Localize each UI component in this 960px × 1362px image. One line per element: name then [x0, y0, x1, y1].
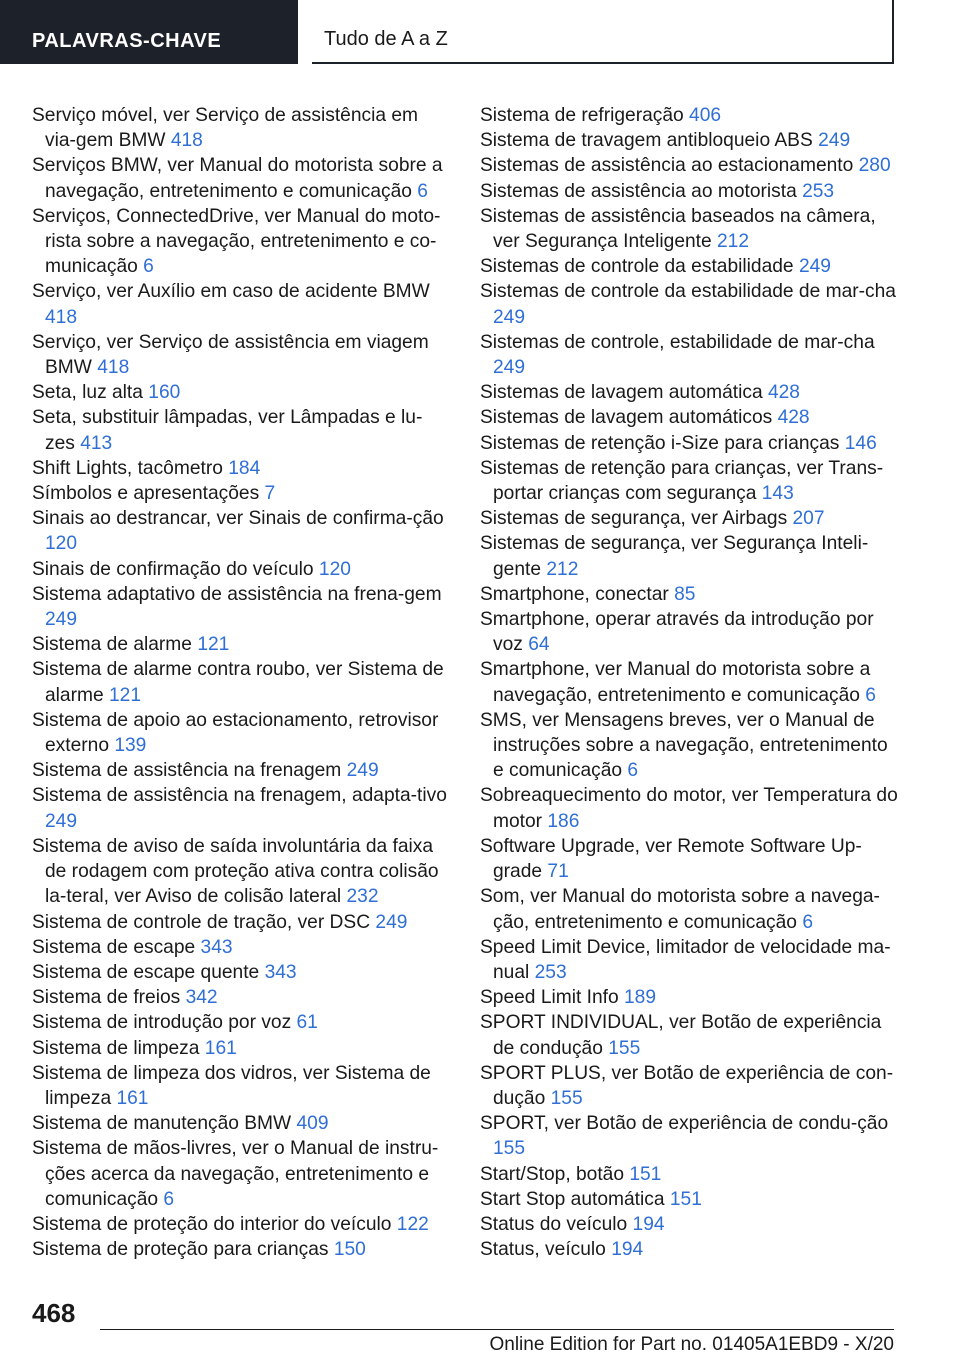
page-link[interactable]: 121 — [197, 634, 230, 656]
index-term: Speed Limit Device, limitador de velocidade ma-nual — [480, 936, 891, 983]
page-link[interactable]: 413 — [80, 432, 113, 454]
index-term: Sistema de freios — [32, 987, 181, 1009]
index-term: Sistemas de retenção para crianças, ver Trans-portar crianças com segurança — [480, 457, 884, 505]
index-term: SPORT INDIVIDUAL, ver Botão de experiência de condução — [480, 1012, 882, 1059]
page-link[interactable]: 155 — [608, 1037, 641, 1059]
page-link[interactable]: 6 — [143, 256, 154, 278]
index-entry — [480, 431, 900, 456]
index-term: Smartphone, ver Manual do motorista sobre a navegação, entretenimento e comunicação — [480, 659, 871, 706]
index-term: Status, veículo — [480, 1239, 606, 1261]
index-entry — [32, 935, 452, 960]
page-link[interactable]: 6 — [417, 180, 428, 202]
page-link[interactable]: 161 — [204, 1037, 237, 1059]
index-term: Sistema de alarme — [32, 634, 192, 656]
page-link[interactable]: 418 — [45, 306, 78, 328]
index-entry — [32, 456, 452, 481]
footer-edition: Online Edition for Part no. 01405A1EBD9 - X/20 — [489, 1334, 894, 1355]
index-entry — [480, 1010, 900, 1060]
page-link[interactable]: 280 — [858, 155, 891, 177]
index-term: Sistema de limpeza — [32, 1037, 200, 1059]
index-entry — [32, 557, 452, 582]
page-link[interactable]: 406 — [689, 105, 722, 126]
index-entry — [480, 279, 900, 329]
page-number: 468 — [32, 1298, 76, 1328]
page-link[interactable]: 189 — [624, 987, 657, 1009]
page-link[interactable]: 151 — [629, 1163, 662, 1185]
index-term: Sistema de assistência na frenagem, adapta-tivo — [32, 785, 447, 807]
index-term: Sinais de confirmação do veículo — [32, 558, 314, 580]
index-entry — [480, 1061, 900, 1111]
index-term: Sistemas de lavagem automática — [480, 382, 763, 404]
page-link[interactable]: 409 — [296, 1113, 329, 1135]
index-term: Símbolos e apresentações — [32, 483, 260, 505]
page-link[interactable]: 212 — [717, 231, 750, 253]
page-link[interactable]: 120 — [318, 558, 351, 580]
page-link[interactable]: 6 — [802, 911, 813, 933]
index-term: Speed Limit Info — [480, 987, 619, 1009]
index-term: Seta, substituir lâmpadas, ver Lâmpadas e lu-zes — [32, 407, 423, 454]
index-entry — [32, 153, 452, 203]
page-link[interactable]: 143 — [761, 483, 794, 505]
index-term: Sistemas de retenção i-Size para crianças — [480, 432, 840, 454]
page-link[interactable]: 342 — [185, 987, 218, 1009]
index-entry — [480, 204, 900, 254]
index-entry — [32, 380, 452, 405]
index-entry — [480, 657, 900, 707]
index-term: Sistema de introdução por voz — [32, 1012, 292, 1034]
page-link[interactable]: 249 — [45, 810, 78, 832]
index-term: Shift Lights, tacômetro — [32, 457, 223, 479]
page-link[interactable]: 61 — [296, 1012, 318, 1034]
index-term: Sistemas de lavagem automáticos — [480, 407, 773, 429]
page-link[interactable]: 249 — [493, 357, 526, 379]
index-term: Sistema de mãos-livres, ver o Manual de instru-ções acerca da navegação, entretenimento e comunicação — [32, 1138, 439, 1210]
page-link[interactable]: 249 — [346, 760, 379, 782]
index-entry — [480, 1237, 900, 1262]
page-link[interactable]: 155 — [493, 1138, 526, 1160]
index-entry — [32, 632, 452, 657]
section-tab[interactable]: PALAVRAS-CHAVE — [0, 0, 298, 64]
page-link[interactable]: 418 — [170, 130, 203, 152]
index-entry — [32, 758, 452, 783]
index-term: Sistema de proteção para crianças — [32, 1239, 329, 1261]
index-entry — [480, 405, 900, 430]
index-term: Sistema de proteção do interior do veículo — [32, 1213, 392, 1235]
page-link[interactable]: 232 — [346, 886, 379, 908]
page-link[interactable]: 253 — [802, 180, 835, 202]
page-link[interactable]: 418 — [97, 357, 130, 379]
index-term: Software Upgrade, ver Remote Software Up-grade — [480, 835, 862, 883]
index-entry — [480, 935, 900, 985]
index-term: Sistemas de assistência baseados na câmera, ver Segurança Inteligente — [480, 205, 876, 253]
page-link[interactable]: 155 — [550, 1087, 583, 1109]
index-column-left — [32, 103, 452, 1262]
page-link[interactable]: 249 — [798, 256, 831, 278]
index-entry — [480, 607, 900, 657]
index-term: Sistemas de assistência ao estacionamento — [480, 155, 854, 177]
page-link[interactable]: 6 — [163, 1188, 175, 1210]
index-entry — [32, 1061, 452, 1111]
index-term: Sistema de aviso de saída involuntária da faixa de rodagem com proteção ativa contra colisão la-teral, ver Aviso de colisão lateral — [32, 835, 439, 908]
index-term: Smartphone, operar através da introdução por voz — [480, 609, 874, 656]
page-link[interactable]: 428 — [767, 382, 800, 404]
index-term: Sistema de escape — [32, 936, 196, 958]
index-term: Seta, luz alta — [32, 382, 143, 404]
page-link[interactable]: 207 — [792, 508, 825, 530]
index-entry — [32, 279, 452, 329]
page-link[interactable]: 184 — [228, 457, 261, 479]
index-column-right — [480, 103, 900, 1262]
page-link[interactable]: 161 — [116, 1087, 149, 1109]
index-term: Start/Stop, botão — [480, 1163, 624, 1185]
index-term: Sistemas de controle da estabilidade de mar-cha — [480, 281, 896, 303]
page-link[interactable]: 151 — [669, 1188, 702, 1210]
index-term: Serviços, ConnectedDrive, ver Manual do moto-rista sobre a navegação, entretenimento e co-municação — [32, 205, 441, 278]
page-link[interactable]: 186 — [547, 810, 580, 832]
index-term: Serviços BMW, ver Manual do motorista sobre a navegação, entretenimento e comunicação — [32, 155, 443, 202]
index-term: Sistema de apoio ao estacionamento, retrovisor externo — [32, 709, 439, 757]
index-term: Sistemas de assistência ao motorista — [480, 180, 797, 202]
page-link[interactable]: 343 — [200, 936, 233, 958]
index-entry — [32, 1036, 452, 1061]
page-link[interactable]: 6 — [627, 760, 639, 782]
index-entry — [480, 783, 900, 833]
page-link[interactable]: 212 — [546, 558, 579, 580]
index-entry — [480, 884, 900, 934]
index-entry — [32, 1237, 452, 1262]
index-term: Sistema de controle de tração, ver DSC — [32, 911, 371, 933]
page-link[interactable]: 249 — [45, 609, 78, 631]
index-term: Sistema de limpeza dos vidros, ver Sistema de limpeza — [32, 1062, 431, 1109]
index-term: Sistema de refrigeração — [480, 105, 684, 126]
index-entry — [32, 481, 452, 506]
index-entry — [32, 783, 452, 833]
page-link[interactable]: 7 — [264, 483, 276, 505]
index-entry — [32, 582, 452, 632]
page-link[interactable]: 120 — [45, 533, 78, 555]
page-link[interactable]: 139 — [114, 735, 147, 757]
index-entry — [480, 582, 900, 607]
index-entry — [32, 330, 452, 380]
page-link[interactable]: 146 — [844, 432, 877, 454]
index-entry — [480, 128, 900, 153]
index-entry — [480, 531, 900, 581]
index-term: Smartphone, conectar — [480, 583, 669, 605]
page-link[interactable]: 253 — [534, 961, 567, 983]
page-link[interactable]: 71 — [547, 861, 569, 883]
index-entry — [480, 1212, 900, 1237]
page-link[interactable]: 122 — [396, 1213, 429, 1235]
index-term: Sistemas de segurança, ver Segurança Inteli-gente — [480, 533, 869, 580]
index-entry — [480, 456, 900, 506]
page-link[interactable]: 249 — [493, 306, 526, 328]
index-entry — [480, 985, 900, 1010]
index-entry — [480, 330, 900, 380]
index-term: Serviço, ver Serviço de assistência em viagem BMW — [32, 331, 429, 379]
index-entry — [480, 1187, 900, 1212]
page-link[interactable]: 194 — [611, 1239, 644, 1261]
index-term: Sistemas de controle da estabilidade — [480, 256, 794, 278]
index-entry — [480, 1162, 900, 1187]
index-entry — [32, 657, 452, 707]
header-title: Tudo de A a Z — [312, 0, 894, 64]
index-term: Sobreaquecimento do motor, ver Temperatura do motor — [480, 785, 898, 832]
index-term: Sistema de escape quente — [32, 961, 260, 983]
index-entry — [32, 103, 452, 153]
index-entry — [480, 708, 900, 784]
index-term: Sinais ao destrancar, ver Sinais de confirma-ção — [32, 508, 444, 530]
page-link[interactable]: 428 — [777, 407, 810, 429]
index-term: Sistemas de controle, estabilidade de mar-cha — [480, 331, 875, 353]
index-entry — [32, 506, 452, 556]
index-term: Sistemas de segurança, ver Airbags — [480, 508, 788, 530]
index-entry — [32, 985, 452, 1010]
page-link[interactable]: 85 — [674, 583, 696, 605]
index-term: Sistema de manutenção BMW — [32, 1113, 292, 1135]
index-term: SPORT, ver Botão de experiência de condu-ção — [480, 1113, 889, 1135]
page-link[interactable]: 160 — [148, 382, 181, 404]
index-entry — [480, 153, 900, 178]
index-term: Sistema adaptativo de assistência na frena-gem — [32, 583, 442, 605]
index-entry — [480, 179, 900, 204]
index-term: SMS, ver Mensagens breves, ver o Manual de instruções sobre a navegação, entretenimento e comunicação — [480, 709, 888, 782]
index-term: Som, ver Manual do motorista sobre a navega-ção, entretenimento e comunicação — [480, 886, 880, 933]
index-entry — [32, 834, 452, 910]
index-entry — [32, 1111, 452, 1136]
page-link[interactable]: 64 — [528, 634, 550, 656]
page-link[interactable]: 343 — [264, 961, 297, 983]
index-term: Serviço móvel, ver Serviço de assistência em via-gem BMW — [32, 105, 419, 152]
page-link[interactable]: 194 — [632, 1213, 665, 1235]
page-link[interactable]: 121 — [109, 684, 142, 706]
index-entry — [480, 506, 900, 531]
index-entry — [32, 960, 452, 985]
index-entry — [32, 1212, 452, 1237]
index-term: Status do veículo — [480, 1213, 628, 1235]
page-link[interactable]: 249 — [818, 130, 851, 152]
index-entry — [480, 380, 900, 405]
index-term: Sistema de assistência na frenagem — [32, 760, 342, 782]
index-entry — [480, 254, 900, 279]
index-term: SPORT PLUS, ver Botão de experiência de con-dução — [480, 1062, 894, 1109]
index-entry — [480, 103, 900, 128]
index-entry — [32, 910, 452, 935]
index-entry — [480, 834, 900, 884]
footer-divider — [100, 1329, 894, 1330]
index-term: Sistema de travagem antibloqueio ABS — [480, 130, 813, 152]
index-entry — [32, 204, 452, 280]
index-term: Serviço, ver Auxílio em caso de acidente BMW — [32, 281, 430, 303]
index-entry — [32, 405, 452, 455]
index-entry — [480, 1111, 900, 1161]
page-link[interactable]: 6 — [865, 684, 876, 706]
index-entry — [32, 708, 452, 758]
index-entry — [32, 1136, 452, 1212]
index-term: Start Stop automática — [480, 1188, 665, 1210]
page-link[interactable]: 150 — [333, 1239, 366, 1261]
index-term: Sistema de alarme contra roubo, ver Sistema de alarme — [32, 659, 444, 706]
index-entry — [32, 1010, 452, 1035]
page-link[interactable]: 249 — [375, 911, 408, 933]
